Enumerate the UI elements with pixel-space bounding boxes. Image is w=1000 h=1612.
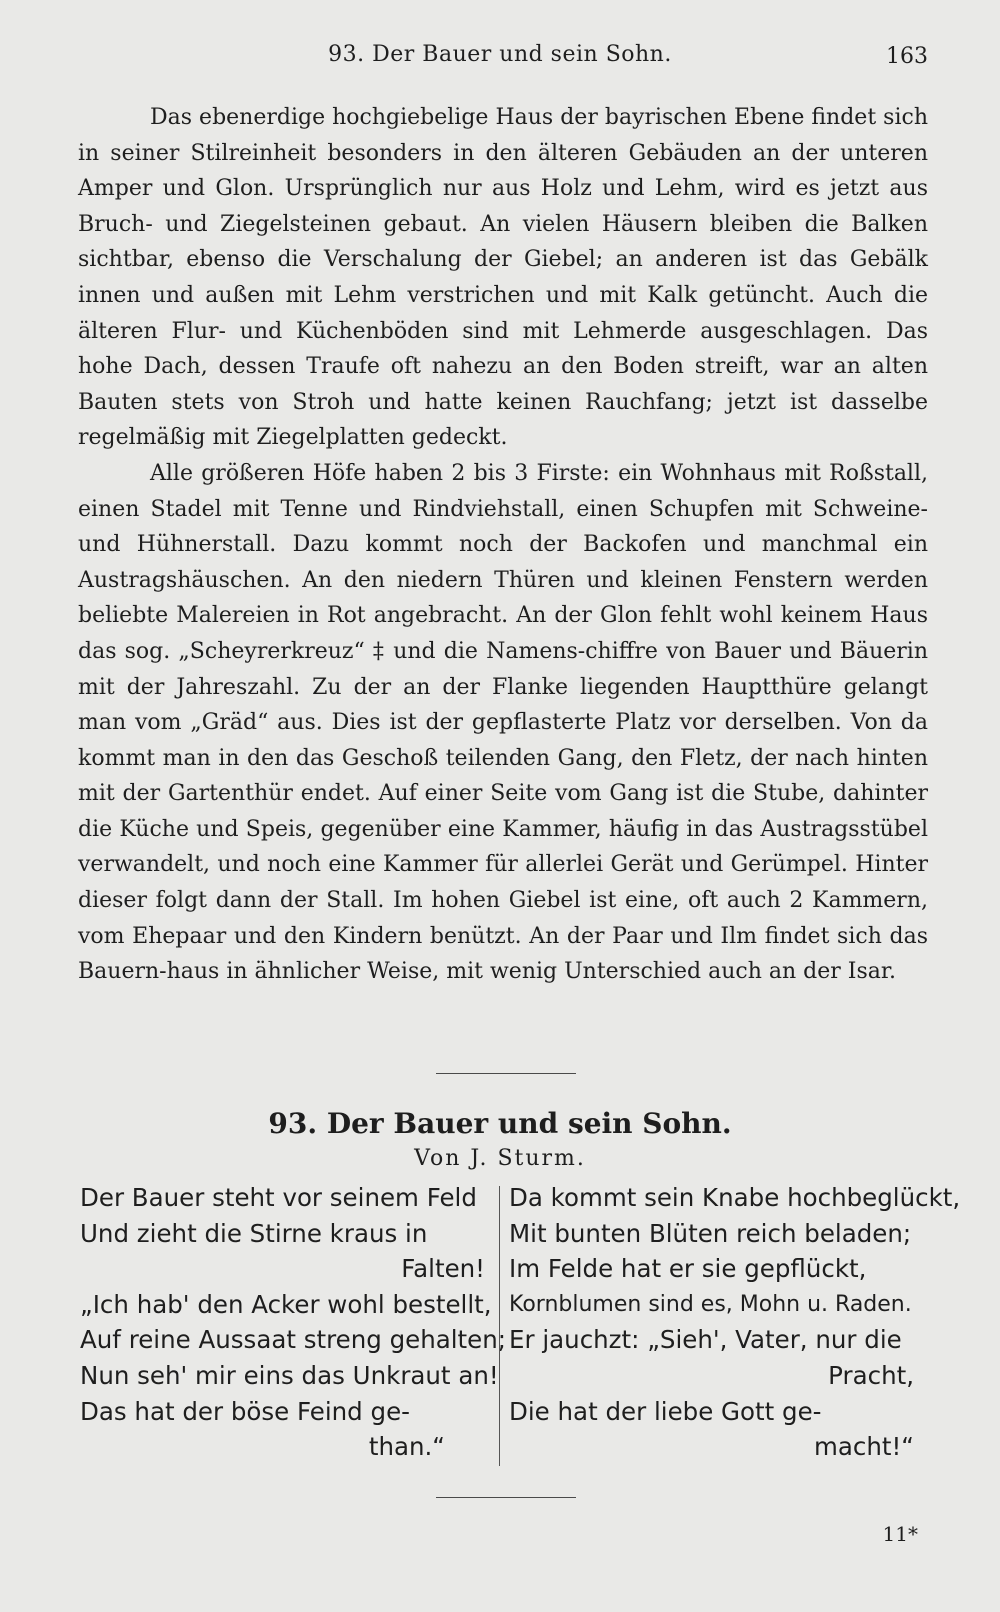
verse-line: Im Felde hat er sie gepflückt,	[509, 1254, 867, 1284]
footer-divider	[436, 1497, 576, 1498]
printer-signature: 11*	[882, 1522, 918, 1546]
verse-line: Kornblumen sind es, Mohn u. Raden.	[509, 1291, 912, 1317]
prose-body	[78, 100, 928, 990]
page-number: 163	[886, 44, 928, 69]
paragraph-house-description: Das ebenerdige hochgiebelige Haus der bayrischen Ebene findet sich in seiner Stilreinheit besonders in den älteren Gebäuden an der unteren Amper und Glon. Ursprünglich nur aus Holz und Lehm, wird es jetzt aus Bruch- und Ziegelsteinen gebaut. An vielen Häusern bleiben die Balken sichtbar, ebenso die Verschalung der Giebel; an anderen ist das Gebälk innen und außen mit Lehm verstrichen und mit Kalk getüncht. Auch die älteren Flur- und Küchenböden sind mit Lehmerde ausgeschlagen. Das hohe Dach, dessen Traufe oft nahezu an den Boden streift, war an alten Bauten stets von Stroh und hatte keinen Rauchfang; jetzt ist dasselbe regelmäßig mit Ziegelplatten gedeckt.	[78, 105, 928, 451]
verse-line: Der Bauer steht vor seinem Feld	[80, 1183, 477, 1212]
section-divider	[436, 1073, 576, 1074]
verse-line: Da kommt sein Knabe hochbeglückt,	[509, 1183, 961, 1212]
verse-line: „Ich hab' den Acker wohl bestellt,	[80, 1289, 492, 1319]
running-title: 93. Der Bauer und sein Sohn.	[328, 42, 672, 67]
verse-line: Und zieht die Stirne kraus in	[80, 1218, 428, 1248]
verse-line: Die hat der liebe Gott ge-	[509, 1396, 822, 1426]
paragraph-farmstead-layout: Alle größeren Höfe haben 2 bis 3 Firste: ein Wohnhaus mit Roßstall, einen Stadel mit Tenne und Rindviehstall, einen Schupfen mit Schweine- und Hühnerstall. Dazu kommt noch der Backofen und manchmal ein Austragshäuschen. An den niedern Thüren und kleinen Fenstern werden beliebte Malereien in Rot angebracht. An der Glon fehlt wohl keinem Haus das sog. „Scheyrerkreuz“ ‡ und die Namens-chiffre von Bauer und Bäuerin mit der Jahreszahl. Zu der an der Flanke liegenden Hauptthüre gelangt man vom „Gräd“ aus. Dies ist der gepflasterte Platz vor derselben. Von da kommt man in den das Geschoß teilenden Gang, den Fletz, der nach hinten mit der Gartenthür endet. Auf einer Seite vom Gang ist die Stube, dahinter die Küche und Speis, gegenüber eine Kammer, häufig in das Austragsstübel verwandelt, und noch eine Kammer für allerlei Gerät und Gerümpel. Hinter dieser folgt dann der Stall. Im hohen Giebel ist eine, oft auch 2 Kammern, vom Ehepaar und den Kindern benützt. An der Paar und Ilm findet sich das Bauern-haus in ähnlicher Weise, mit wenig Unterschied auch an der Isar.	[78, 460, 928, 985]
verse-line: than.“	[368, 1432, 445, 1462]
column-rule	[499, 1186, 500, 1466]
verse-line: Falten!	[401, 1254, 485, 1284]
verse-line: Er jauchzt: „Sieh', Vater, nur die	[509, 1325, 902, 1355]
running-header	[60, 42, 940, 76]
poem-column-left	[80, 1180, 507, 1465]
verse-line: Auf reine Aussaat streng gehalten;	[80, 1325, 507, 1355]
poem-column-right	[509, 1180, 961, 1465]
verse-line: Pracht,	[828, 1360, 914, 1390]
verse-line: Mit bunten Blüten reich beladen;	[509, 1218, 912, 1248]
verse-line: Das hat der böse Feind ge-	[80, 1396, 410, 1426]
poem-author: Von J. Sturm.	[414, 1146, 586, 1171]
poem-title: 93. Der Bauer und sein Sohn.	[268, 1107, 732, 1140]
verse-line: Nun seh' mir eins das Unkraut an!	[80, 1360, 499, 1390]
verse-line: macht!“	[814, 1432, 914, 1462]
